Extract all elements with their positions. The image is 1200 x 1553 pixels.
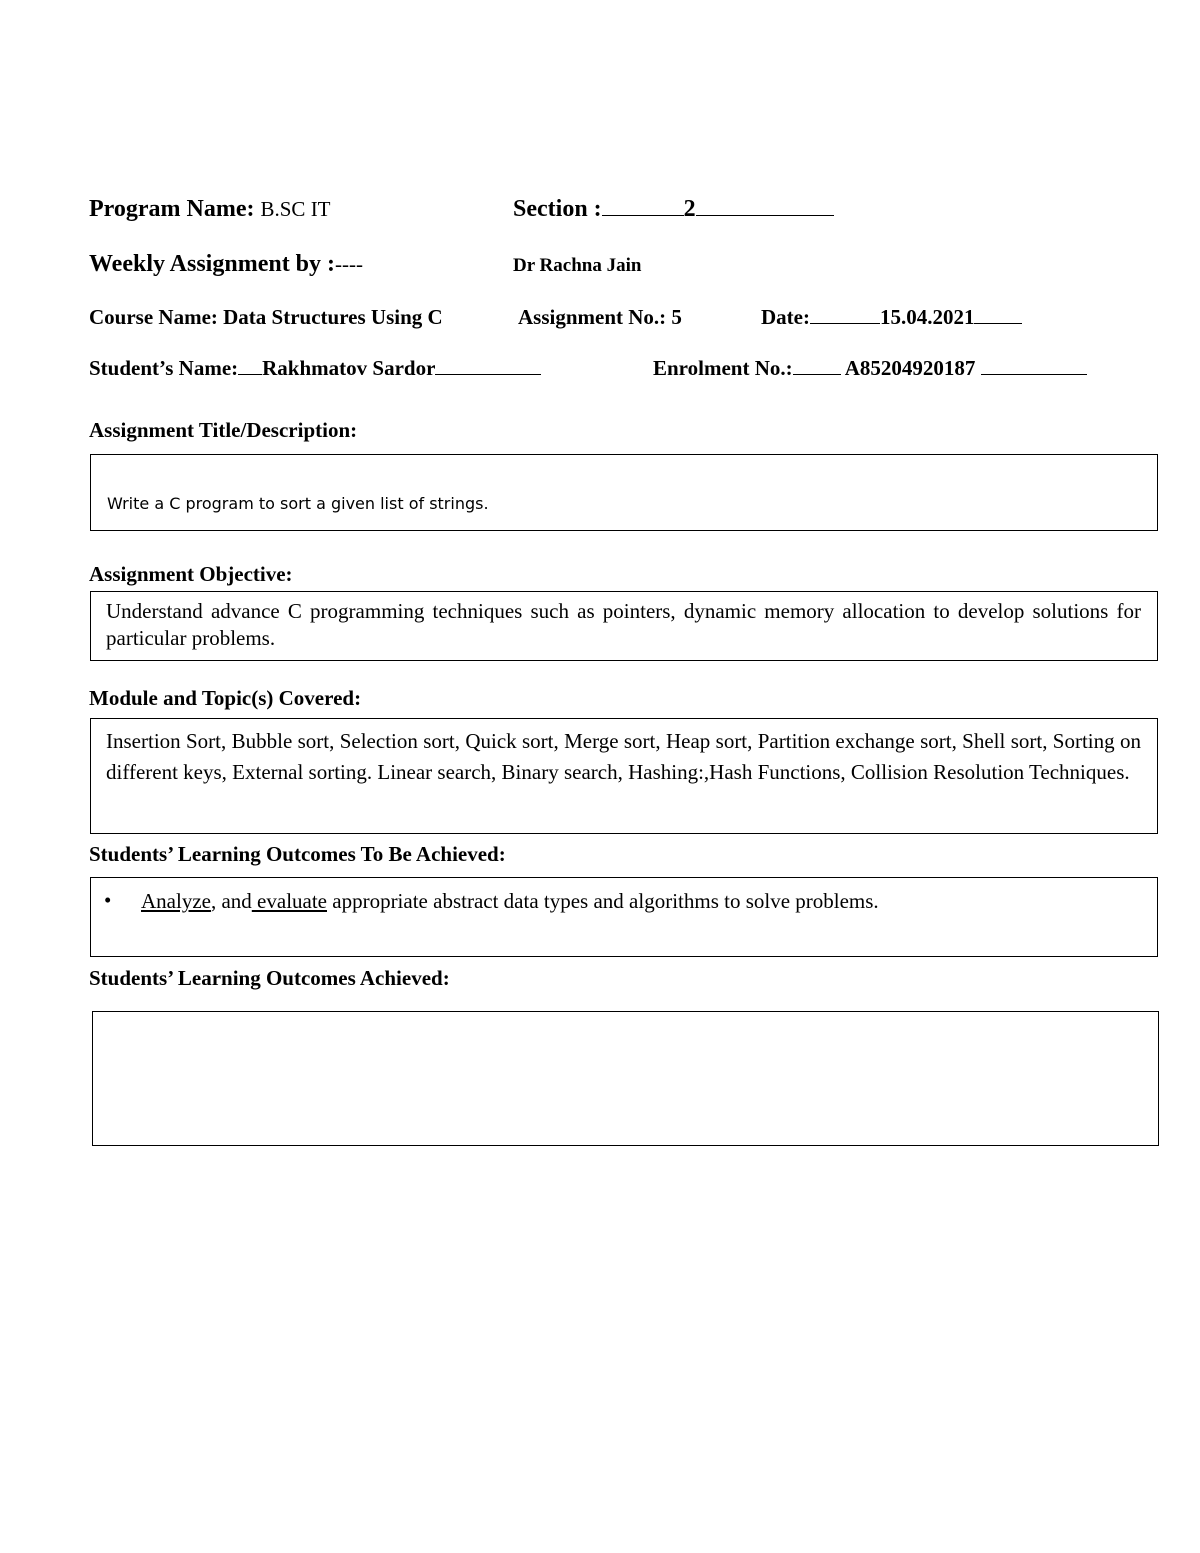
faculty-name: Dr Rachna Jain: [513, 255, 642, 276]
enrolment-row: [653, 356, 1087, 381]
assignment-objective-text: Understand advance C programming techniques such as pointers, dynamic memory allocation to develop solutions for particular problems.: [106, 599, 1141, 650]
program-name-value: B.SC IT: [260, 197, 331, 221]
student-blank-right: [435, 373, 541, 375]
course-name-row: [89, 305, 443, 330]
assignment-no-row: [518, 305, 682, 330]
weekly-assignment-dashes: ----: [335, 252, 364, 276]
enrolment-blank-left: [793, 373, 841, 375]
student-blank-left: [238, 373, 262, 375]
weekly-assignment-label: Weekly Assignment by :: [89, 251, 336, 277]
outcomes-achieved-heading: Students’ Learning Outcomes Achieved:: [89, 966, 450, 990]
outcome-word-analyze: Analyze: [141, 889, 211, 913]
date-blank-left: [810, 322, 880, 324]
course-name-label: Course Name:: [89, 305, 218, 329]
section-label: Section :: [513, 196, 602, 222]
assignment-no-value: 5: [671, 305, 682, 329]
assignment-title-box: [90, 454, 1158, 531]
date-blank-right: [974, 322, 1022, 324]
assignment-no-label: Assignment No.:: [518, 305, 667, 329]
assignment-objective-heading: Assignment Objective:: [89, 562, 293, 586]
program-name-row: [89, 196, 331, 223]
date-value: 15.04.2021: [879, 305, 975, 329]
student-name-label: Student’s Name:: [89, 356, 239, 380]
date-row: [761, 305, 1022, 330]
outcome-item: [141, 889, 879, 914]
outcomes-to-be-achieved-box: [90, 877, 1158, 957]
assignment-title-text: Write a C program to sort a given list of strings.: [107, 494, 489, 513]
outcome-mid: , and: [210, 889, 252, 913]
module-topics-heading: Module and Topic(s) Covered:: [89, 686, 362, 710]
section-row: [513, 196, 834, 223]
outcome-word-evaluate: evaluate: [251, 889, 327, 913]
enrolment-blank-right: [981, 373, 1087, 375]
weekly-assignment-row: [89, 251, 363, 278]
module-topics-box: [90, 718, 1158, 834]
outcomes-to-be-achieved-heading: Students’ Learning Outcomes To Be Achieved:: [89, 842, 506, 866]
section-value: 2: [683, 196, 696, 222]
module-topics-text: Insertion Sort, Bubble sort, Selection sort, Quick sort, Merge sort, Heap sort, Partition exchange sort, Shell sort, Sorting on different keys, External sorting. Linear search, Binary search, Hashing:,Hash Functions, Collision Resolution Techniques.: [106, 729, 1141, 784]
program-name-label: Program Name:: [89, 196, 255, 222]
enrolment-label: Enrolment No.:: [653, 356, 793, 380]
outcome-rest: appropriate abstract data types and algorithms to solve problems.: [327, 889, 879, 913]
outcomes-achieved-box: [92, 1011, 1159, 1146]
section-blank-left: [602, 214, 684, 216]
student-name-value: Rakhmatov Sardor: [262, 356, 436, 380]
section-blank-right: [696, 214, 834, 216]
assignment-objective-box: [90, 591, 1158, 661]
date-label: Date:: [761, 305, 810, 329]
enrolment-value: A85204920187: [844, 356, 976, 380]
course-name-value: Data Structures Using C: [223, 305, 443, 329]
assignment-title-heading: Assignment Title/Description:: [89, 418, 358, 442]
bullet-icon: •: [104, 888, 112, 912]
student-name-row: [89, 356, 541, 381]
